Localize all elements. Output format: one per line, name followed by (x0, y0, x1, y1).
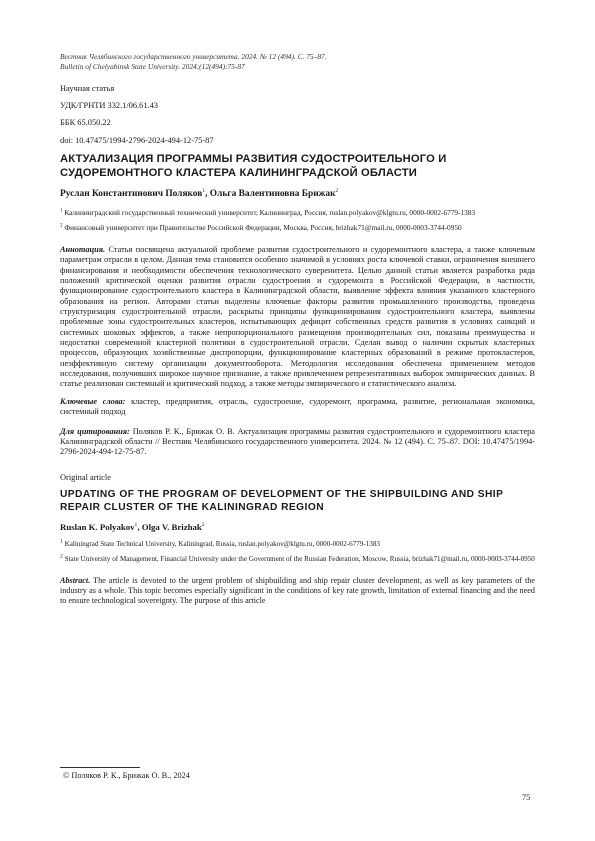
abstract-label: Аннотация. (60, 245, 106, 255)
affiliation-text: State University of Management, Financial University under the Government of the Russian Federation, Moscow, Russia, brizhak71@mail.ru, 0000-0003-3744-0950 (64, 554, 535, 563)
keywords-ru (60, 397, 535, 418)
copyright-footnote: © Поляков Р. К., Брижак О. В., 2024 (63, 771, 190, 780)
keywords-label: Ключевые слова: (60, 396, 126, 406)
journal-citation-en: Bulletin of Chelyabinsk State University. 2024;(12(494):75-87 (60, 62, 245, 71)
affiliation-en-2 (60, 554, 535, 564)
affiliation-text: Калининградский государственный технический университет, Калининград, Россия, ruslan.polyakov@klgtu.ru, 0000-0002-6779-1383 (64, 207, 476, 217)
abstract-text: Статья посвящена актуальной проблеме развития судостроительного и судоремонтного кластера, а также ключевым параметрам отрасли в целом. Данная тема становится особенно значимой в условиях роста ключевой ставки, ограничения внешнего финансирования и необходимости обеспечения технологического суверенитета. Целью данной статьи является разработка ряда положений критической оценки развития отрасли судостроения и судоремонта в Российской Федерации, в частности, функционирование судостроительного кластера в Калининградской области, выявление эффекта влияния указанного кластерного образования на регион. Авторами статьи выделены ключевые факторы развития промышленного производства, проведена структуризация судостроительной отрасли, раскрыты принципы функционирования судостроительного кластера, выявлены проблемные зоны судостроительных кластеров, испытывающих дефицит собственных средств развития в условиях санкций и системных шоковых эффектов, а также непропорционального размещения производительных сил, показаны преимущества и недостатки современной кластерной политики в судостроительной отрасли. Сделан вывод о наличии скрытых кластерных процессов, образующих хозяйственные диспропорции, функционирование кластерных образований в режиме протокластеров, неэффективную систему организации документооборота. Методология исследования обеспечена применением методов исследования, получивших широкое научное признание, а также привлечением репрезентативных выборок эмпирических данных. В статье реализован системный и критический подход, а также методы эмпирического и статистического анализа. (60, 245, 536, 389)
page-number: 75 (522, 793, 531, 802)
article-title-en: UPDATING OF THE PROGRAM OF DEVELOPMENT OF THE SHIPBUILDING AND SHIP REPAIR CLUSTER OF THE KALININGRAD REGION (60, 488, 504, 513)
abstract-label: Abstract. (60, 575, 91, 585)
journal-citation-ru: Вестник Челябинского государственного университета. 2024. № 12 (494). С. 75–87. (60, 52, 327, 61)
author-name: Руслан Константинович Поляков (60, 188, 203, 199)
affiliation-ru-2 (60, 223, 535, 233)
authors-en (60, 522, 535, 532)
page-content (60, 52, 535, 607)
journal-header (60, 52, 535, 72)
bbk-code: ББК 65.050.22 (60, 118, 111, 128)
abstract-en (60, 576, 535, 607)
authors-ru (60, 188, 535, 200)
citation-ru (60, 427, 535, 458)
author-affiliation-mark: 2 (335, 187, 339, 194)
author-name: Olga V. Brizhak (141, 521, 202, 532)
abstract-text: The article is devoted to the urgent problem of shipbuilding and ship repair cluster development, as well as key parameters of the industry as a whole. This topic becomes especially significant in the conditions of key rate growth, limitation of external financing and the need to ensure technological sovereignty. The purpose of this article (60, 575, 535, 606)
author-separator: , (205, 188, 210, 199)
citation-label: Для цитирования: (60, 426, 130, 436)
affiliation-number: 2 (60, 223, 63, 229)
author-affiliation-mark: 2 (201, 521, 205, 528)
abstract-ru (60, 245, 535, 390)
affiliation-number: 1 (60, 538, 63, 545)
author-separator: , (137, 521, 142, 532)
affiliation-number: 2 (60, 553, 63, 560)
footnote-divider (60, 767, 140, 768)
citation-text: Поляков Р. К., Брижак О. В. Актуализация программы развития судостроительного и судоремонтного кластера Калининградской области // Вестник Челябинского государственного университета. 2024. № 12 (494). С. 75–87. DOI: 10.47475/1994-2796-2024-494-12-75-87. (60, 426, 535, 457)
author-affiliation-mark: 1 (134, 521, 138, 528)
author-name: Ruslan K. Polyakov (60, 521, 135, 532)
author-affiliation-mark: 1 (202, 187, 206, 194)
article-type: Научная статья (60, 84, 115, 93)
affiliation-en-1 (60, 539, 535, 549)
affiliation-text: Kaliningrad State Technical University, Kaliningrad, Russia, ruslan.polyakov@klgtu.ru, 0000-0002-6779-1383 (64, 539, 380, 548)
udc-code: УДК/ГРНТИ 332.1/06.61.43 (60, 101, 158, 111)
original-article-label: Original article (60, 472, 111, 482)
doi-link[interactable]: doi: 10.47475/1994-2796-2024-494-12-75-87 (60, 135, 214, 145)
article-meta (60, 84, 535, 146)
author-name: Ольга Валентиновна Брижак (209, 188, 336, 199)
article-title-ru: АКТУАЛИЗАЦИЯ ПРОГРАММЫ РАЗВИТИЯ СУДОСТРОИТЕЛЬНОГО И СУДОРЕМОНТНОГО КЛАСТЕРА КАЛИНИНГРАДСКОЙ ОБЛАСТИ (60, 153, 447, 179)
affiliation-number: 1 (60, 208, 63, 214)
keywords-text: кластер, предприятия, отрасль, судостроение, судоремонт, программа, развитие, региональная экономика, системный подход (60, 396, 535, 417)
affiliation-text: Финансовый университет при Правительстве Российской Федерации, Москва, Россия, brizhak71@mail.ru, 0000-0003-3744-0950 (64, 222, 462, 232)
affiliation-ru-1 (60, 208, 535, 218)
